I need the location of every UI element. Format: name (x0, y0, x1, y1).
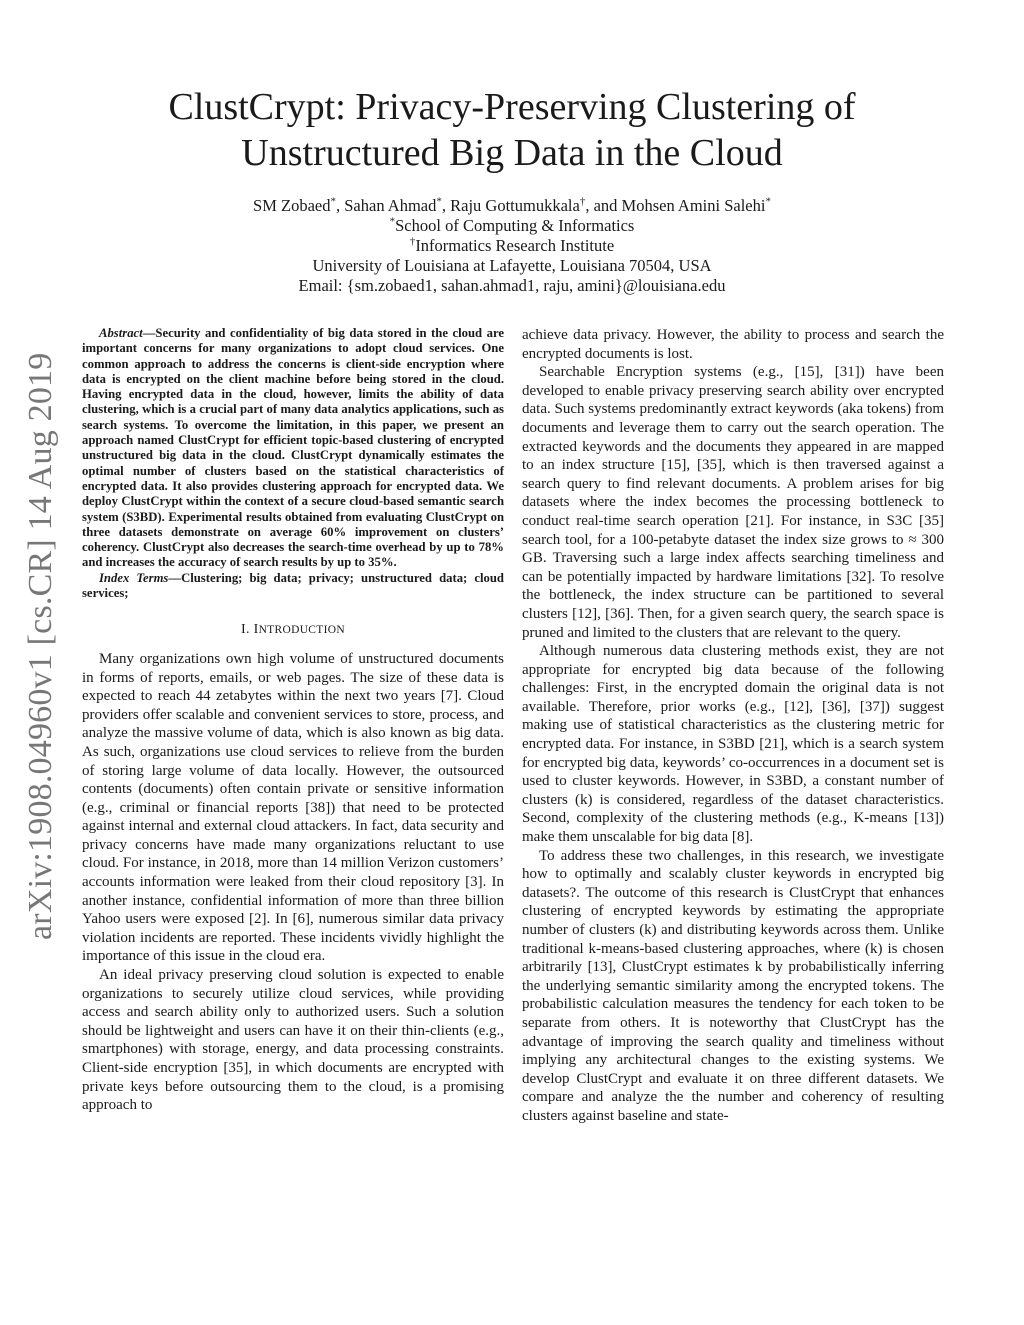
index-terms (82, 571, 504, 602)
title-line-2: Unstructured Big Data in the Cloud (241, 132, 783, 174)
author-list: SM Zobaed*, Sahan Ahmad*, Raju Gottumukkala†, and Mohsen Amini Salehi* (253, 195, 771, 215)
intro-paragraph-1: Many organizations own high volume of unstructured documents in forms of reports, emails, or web pages. The size of these data is expected to reach 44 zetabytes within the next two years [7]. Cloud providers offer scalable and convenient services to store, process, and analyze the massive volume of data, which is also known as big data. As such, organizations use cloud services to relieve from the burden of storing large volume of data locally. However, the outsourced contents (documents) often contain private or sensitive information (e.g., criminal or financial reports [38]) that need to be protected against internal and external cloud attackers. In fact, data security and privacy concerns have made many organizations reluctant to use cloud. For instance, in 2018, more than 14 million Verizon customers’ accounts information were leaked from their cloud repository [3]. In another instance, confidential information of more than three billion Yahoo users were exposed [2]. In [6], numerous similar data privacy violation incidents are reported. These incidents vividly highlight the importance of this issue in the cloud era. (82, 650, 504, 965)
intro-paragraph-4: Although numerous data clustering methods exist, they are not appropriate for encrypted big data because of the following challenges: First, in the encrypted domain the original data is not available. Therefore, prior works (e.g., [12], [36], [37]) suggest making use of statistical characteristics as the clustering metric for encrypted data. For instance, in S3BD [21], which is a search system for encrypted big data, keywords’ co-occurrences in a document set is used to cluster keywords. However, in S3BD, a constant number of clusters (k) is considered, regardless of the dataset characteristics. Second, complexity of the clustering methods (e.g., K-means [13]) make them unscalable for big data [8]. (522, 643, 944, 846)
intro-paragraph-3: Searchable Encryption systems (e.g., [15], [31]) have been developed to enable privacy preserving search ability over encrypted data. Such systems predominantly extract keywords (aka tokens) from documents and leverage them to carry out the search operation. The extracted keywords and the documents they appeared in are mapped to an index structure [15], [35], which is then traversed against a search query to find relevant documents. A problem arises for big datasets where the index becomes the processing bottleneck to conduct real-time search operation [21]. For instance, in S3C [35] search tool, for a 100-petabyte dataset the index size grows to ≈ 300 GB. Traversing such a large index affects searching timeliness and can be potentially impacted by hardware limitations [32]. To resolve the bottleneck, the index structure can be partitioned to several clusters [12], [36]. Then, for a given search query, the search space is pruned and limited to the clusters that are relevant to the query. (522, 364, 944, 641)
intro-paragraph-continued: achieve data privacy. However, the ability to process and search the encrypted documents is lost. (522, 327, 944, 362)
affiliation-1: *School of Computing & Informatics (389, 215, 635, 235)
affiliation-3: University of Louisiana at Lafayette, Louisiana 70504, USA (312, 256, 712, 275)
title-line-1: ClustCrypt: Privacy-Preserving Clustering of (168, 86, 856, 128)
affiliation-2: †Informatics Research Institute (409, 235, 615, 255)
abstract-text: —Security and confidentiality of big data stored in the cloud are important concerns for many organizations to adopt cloud services. One common approach to address the concerns is client-side encryption where data is encrypted on the client machine before being stored in the cloud. Having encrypted data in the cloud, however, limits the ability of data clustering, which is a crucial part of many data analytics applications, such as search systems. To overcome the limitation, in this paper, we present an approach named ClustCrypt for efficient topic-based clustering of encrypted unstructured big data in the cloud. ClustCrypt dynamically estimates the optimal number of clusters based on the statistical characteristics of encrypted data. It also provides clustering approach for encrypted data. We deploy ClustCrypt within the context of a secure cloud-based semantic search system (S3BD). Experimental results obtained from evaluating ClustCrypt on three datasets demonstrate on average 60% improvement on clusters’ coherency. ClustCrypt also decreases the search-time overhead by up to 78% and increases the accuracy of search results by up to 35%. (82, 326, 504, 570)
abstract (82, 326, 504, 571)
index-terms-label: Index Terms (99, 570, 169, 585)
left-column (82, 326, 504, 1115)
arxiv-identifier: arXiv:1908.04960v1 [cs.CR] 14 Aug 2019 (22, 352, 59, 940)
email-line: Email: {sm.zobaed1, sahan.ahmad1, raju, amini}@louisiana.edu (298, 276, 726, 295)
index-terms-text: —Clustering; big data; privacy; unstructured data; cloud services; (82, 570, 504, 601)
section-heading-introduction: I. INTRODUCTION (241, 622, 345, 638)
paper-title (80, 84, 944, 176)
right-column (522, 326, 944, 1126)
intro-paragraph-5: To address these two challenges, in this research, we investigate how to optimally and scalably cluster keywords in encrypted big datasets?. The outcome of this research is ClustCrypt that enhances clustering of encrypted keywords by estimating the appropriate number of clusters (k) and distributing keywords across them. Unlike traditional k-means-based clustering approaches, where (k) is chosen arbitrarily [13], ClustCrypt estimates k by probabilistically inferring the underlying semantic similarity among the encrypted tokens. The probabilistic calculation measures the tendency for each token to be separate from others. It is noteworthy that ClustCrypt has the advantage of improving the search quality and timeliness without implying any architectural changes to the existing systems. We develop ClustCrypt and evaluate it on three different datasets. We compare and analyze the the number and coherency of resulting clusters against baseline and state- (522, 847, 944, 1124)
intro-paragraph-2: An ideal privacy preserving cloud solution is expected to enable organizations to securely utilize cloud services, while providing access and search ability only to authorized users. Such a solution should be lightweight and users can have it on their thin-clients (e.g., smartphones) with storage, energy, and data processing constraints. Client-side encryption [35], in which documents are encrypted with private keys before outsourcing them to the cloud, is a promising approach to (82, 967, 504, 1114)
author-block (80, 196, 944, 296)
abstract-label: Abstract (99, 326, 143, 340)
